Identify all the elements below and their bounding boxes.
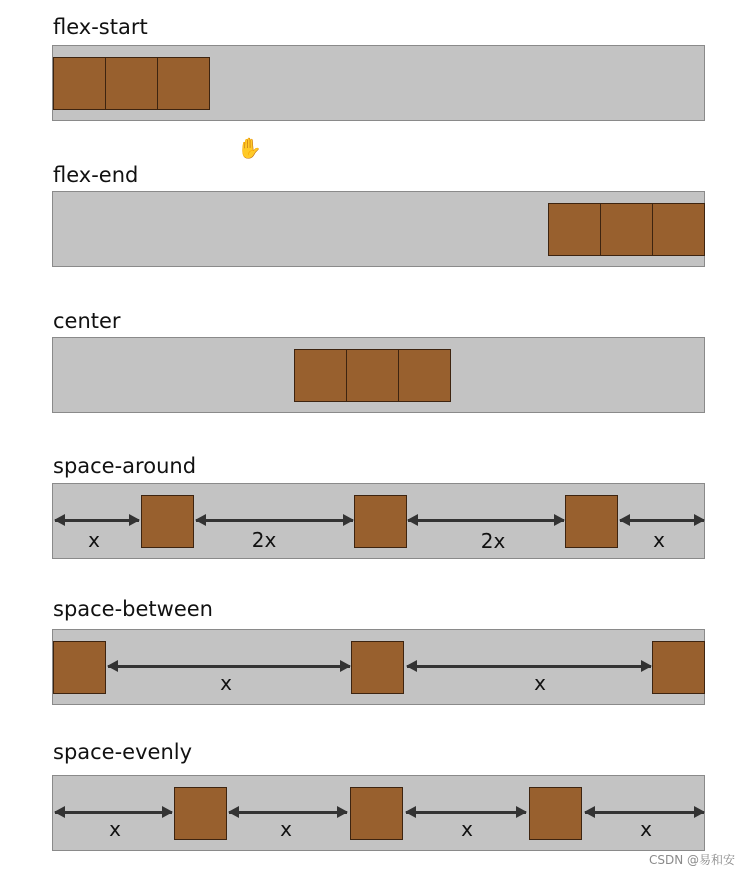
flex-item	[294, 349, 347, 402]
flex-item	[398, 349, 451, 402]
gap-arrow	[408, 519, 564, 522]
flex-item	[141, 495, 194, 548]
gap-label: 2x	[251, 528, 277, 552]
label-space-between: space-between	[53, 597, 213, 621]
flex-item	[354, 495, 407, 548]
container-space-around	[52, 483, 705, 559]
label-center: center	[53, 309, 121, 333]
gap-arrow	[620, 519, 704, 522]
label-space-around: space-around	[53, 454, 197, 478]
label-flex-end: flex-end	[53, 163, 139, 187]
flex-item	[548, 203, 601, 256]
flex-item	[652, 203, 705, 256]
flex-item	[105, 57, 158, 110]
container-space-evenly	[52, 775, 705, 851]
gap-arrow	[407, 665, 651, 668]
gap-arrow	[196, 519, 353, 522]
flex-item	[529, 787, 582, 840]
gap-arrow	[229, 811, 347, 814]
label-space-evenly: space-evenly	[53, 740, 193, 764]
flex-item	[600, 203, 653, 256]
flex-item	[351, 641, 404, 694]
flex-item	[565, 495, 618, 548]
flex-item	[350, 787, 403, 840]
flex-item	[652, 641, 705, 694]
gap-arrow	[108, 665, 350, 668]
flex-item	[53, 641, 106, 694]
gap-arrow	[585, 811, 704, 814]
gap-label: x	[220, 671, 232, 695]
gap-label: x	[653, 528, 665, 552]
label-flex-start: flex-start	[53, 15, 148, 39]
gap-arrow	[55, 519, 139, 522]
gap-label: x	[534, 671, 546, 695]
flex-item	[157, 57, 210, 110]
flex-item	[53, 57, 106, 110]
watermark: CSDN @易和安	[648, 853, 735, 867]
hand-cursor-icon: ✋	[237, 136, 262, 160]
container-flex-start	[52, 45, 705, 121]
gap-label: 2x	[480, 529, 506, 553]
gap-label: x	[88, 528, 100, 552]
container-center	[52, 337, 705, 413]
gap-label: x	[461, 817, 473, 841]
flex-item	[346, 349, 399, 402]
gap-label: x	[280, 817, 292, 841]
gap-arrow	[406, 811, 526, 814]
flex-item	[174, 787, 227, 840]
container-flex-end	[52, 191, 705, 267]
gap-label: x	[640, 817, 652, 841]
gap-label: x	[109, 817, 121, 841]
gap-arrow	[55, 811, 172, 814]
container-space-between	[52, 629, 705, 705]
